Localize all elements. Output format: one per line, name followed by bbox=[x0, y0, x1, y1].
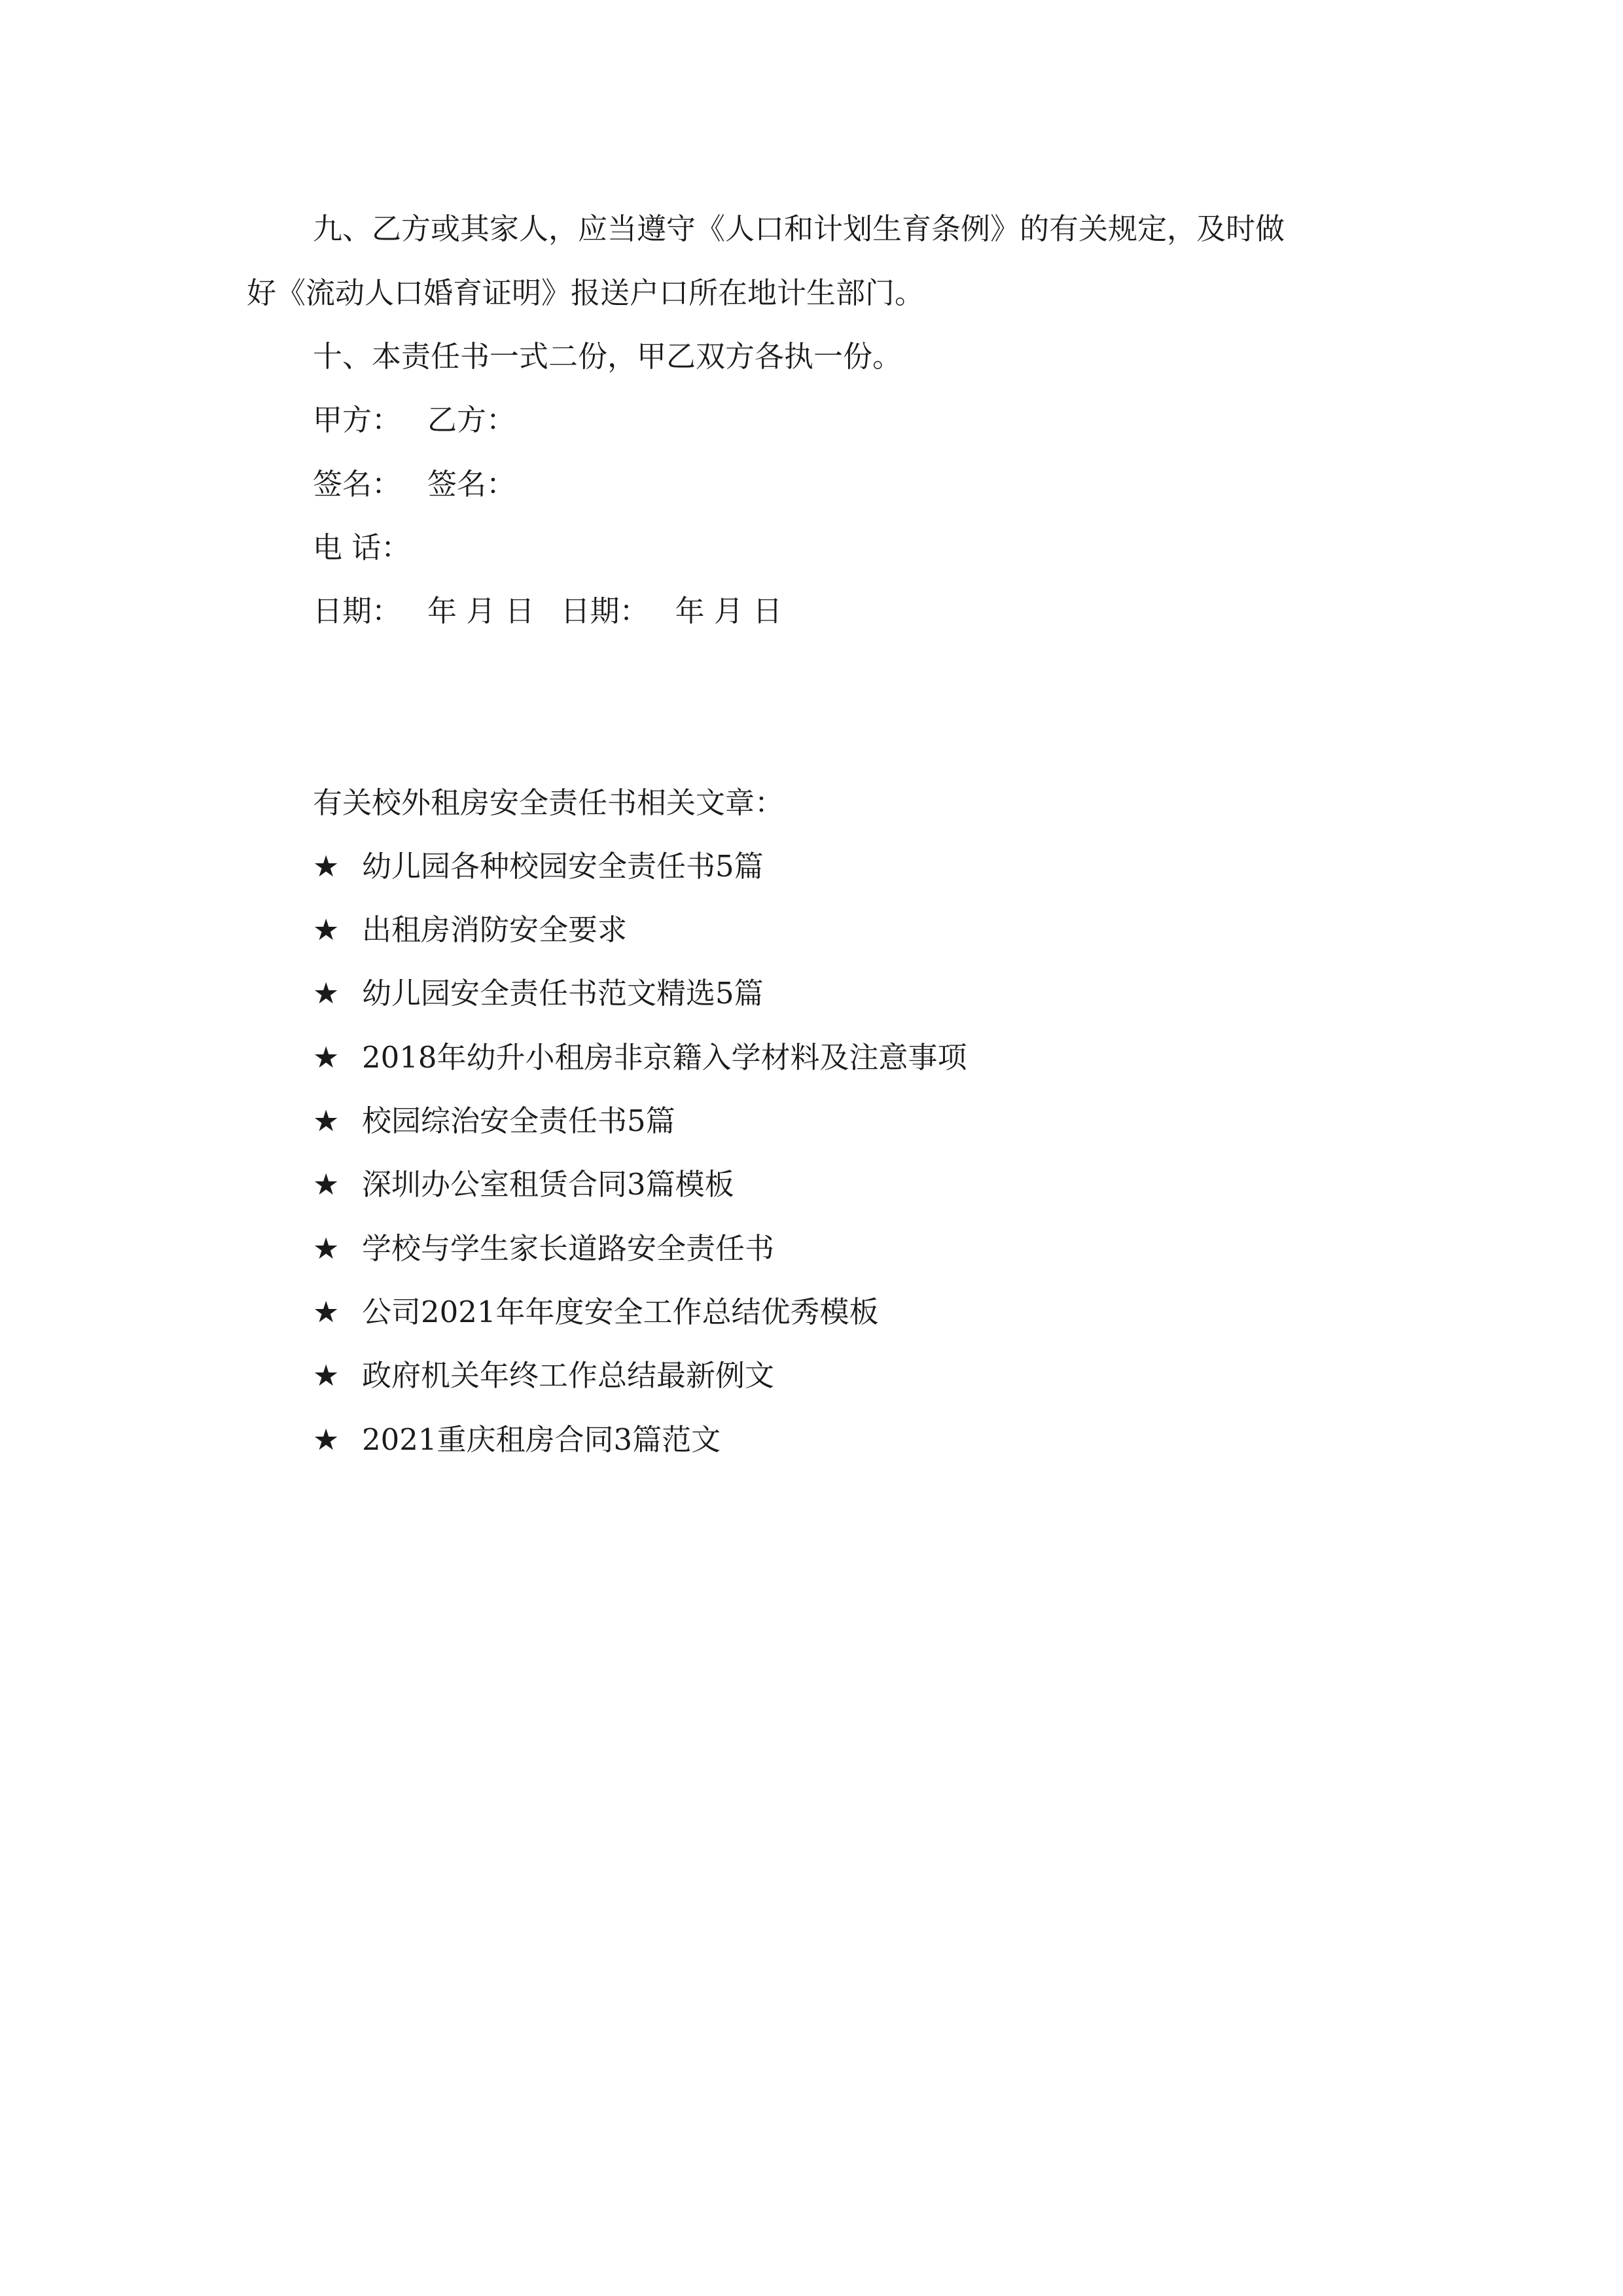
related-item[interactable] bbox=[313, 1293, 879, 1332]
related-item[interactable] bbox=[313, 1420, 721, 1460]
related-item-label[interactable]: 幼儿园各种校园安全责任书5篇 bbox=[362, 849, 764, 884]
party-a-label: 甲方： bbox=[313, 403, 402, 437]
related-item-label[interactable]: 政府机关年终工作总结最新例文 bbox=[362, 1358, 775, 1393]
star-icon: ★ bbox=[313, 976, 340, 1011]
phone-label: 电 话： bbox=[313, 530, 411, 565]
sign-a-label: 签名： bbox=[313, 467, 402, 501]
clause-nine-line1: 九、乙方或其家人，应当遵守《人口和计划生育条例》的有关规定，及时做 bbox=[313, 211, 1285, 246]
star-icon: ★ bbox=[313, 1358, 340, 1393]
related-item[interactable] bbox=[313, 1165, 734, 1204]
star-icon: ★ bbox=[313, 1422, 340, 1457]
star-icon: ★ bbox=[313, 1231, 340, 1266]
star-icon: ★ bbox=[313, 1295, 340, 1329]
related-item-label[interactable]: 深圳办公室租赁合同3篇模板 bbox=[362, 1167, 734, 1202]
phone-row bbox=[313, 528, 410, 567]
related-item-label[interactable]: 幼儿园安全责任书范文精选5篇 bbox=[362, 976, 764, 1011]
related-item[interactable] bbox=[313, 974, 764, 1013]
star-icon: ★ bbox=[313, 912, 340, 947]
related-item-label[interactable]: 2021重庆租房合同3篇范文 bbox=[362, 1422, 721, 1457]
date-b-label: 日期： bbox=[560, 594, 649, 628]
clause-nine-line2: 好《流动人口婚育证明》报送户口所在地计生部门。 bbox=[247, 276, 925, 310]
related-item-label[interactable]: 出租房消防安全要求 bbox=[362, 912, 628, 947]
related-item[interactable] bbox=[313, 1229, 774, 1268]
related-item-label[interactable]: 校园综治安全责任书5篇 bbox=[362, 1103, 675, 1138]
sign-row bbox=[313, 465, 516, 504]
star-icon: ★ bbox=[313, 1040, 340, 1075]
related-item[interactable] bbox=[313, 847, 764, 886]
party-b-label: 乙方： bbox=[427, 403, 516, 437]
date-b-value: 年 月 日 bbox=[675, 594, 783, 628]
related-item-label[interactable]: 公司2021年年度安全工作总结优秀模板 bbox=[362, 1295, 879, 1329]
sign-b-label: 签名： bbox=[427, 467, 516, 501]
related-item[interactable] bbox=[313, 1102, 675, 1141]
star-icon: ★ bbox=[313, 1167, 340, 1202]
related-item-label[interactable]: 2018年幼升小租房非京籍入学材料及注意事项 bbox=[362, 1040, 967, 1075]
related-heading: 有关校外租房安全责任书相关文章： bbox=[313, 785, 785, 820]
star-icon: ★ bbox=[313, 849, 340, 884]
clause-ten: 十、本责任书一式二份，甲乙双方各执一份。 bbox=[313, 339, 902, 374]
related-item-label[interactable]: 学校与学生家长道路安全责任书 bbox=[362, 1231, 775, 1266]
related-item[interactable] bbox=[313, 1038, 967, 1077]
party-row bbox=[313, 401, 516, 440]
date-row bbox=[313, 592, 782, 631]
related-item[interactable] bbox=[313, 1356, 774, 1395]
star-icon: ★ bbox=[313, 1103, 340, 1138]
date-a-value: 年 月 日 bbox=[427, 594, 535, 628]
date-a-label: 日期： bbox=[313, 594, 402, 628]
related-item[interactable] bbox=[313, 910, 627, 950]
